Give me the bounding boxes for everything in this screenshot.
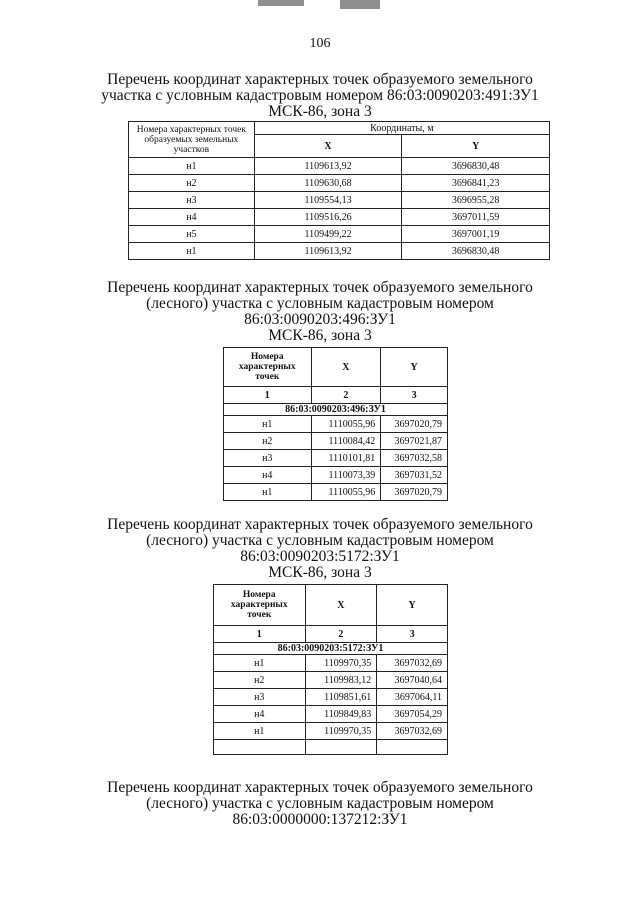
section-4-heading <box>0 780 640 828</box>
header-y: Y <box>381 348 448 387</box>
table-row <box>214 672 448 689</box>
y-cell: 3696830,48 <box>402 158 550 175</box>
table-row <box>129 226 550 243</box>
heading-line: (лесного) участка с условным кадастровым номером <box>146 795 494 812</box>
x-cell: 1109851,61 <box>305 689 377 706</box>
heading-line: участка с условным кадастровым номером 86:03:0090203:491:ЗУ1 <box>101 87 539 104</box>
point-cell: н1 <box>214 655 306 672</box>
index-cell: 2 <box>311 387 381 404</box>
table-row <box>224 433 448 450</box>
point-cell: н1 <box>129 158 255 175</box>
y-cell: 3697054,29 <box>377 706 448 723</box>
heading-line: Перечень координат характерных точек образуемого земельного <box>107 279 533 296</box>
table-row <box>129 192 550 209</box>
x-cell: 1110055,96 <box>311 416 381 433</box>
point-cell: н3 <box>214 689 306 706</box>
header-y: Y <box>402 135 550 158</box>
table-row <box>129 243 550 260</box>
heading-line: Перечень координат характерных точек образуемого земельного <box>107 779 533 796</box>
heading-line: МСК-86, зона 3 <box>268 564 372 581</box>
y-cell: 3697064,11 <box>377 689 448 706</box>
table-row <box>129 209 550 226</box>
heading-line: Перечень координат характерных точек образуемого земельного <box>107 516 533 533</box>
heading-line: 86:03:0090203:5172:ЗУ1 <box>240 548 400 565</box>
heading-line: МСК-86, зона 3 <box>268 327 372 344</box>
x-cell: 1110055,96 <box>311 484 381 501</box>
index-cell: 1 <box>224 387 312 404</box>
x-cell: 1109613,92 <box>254 158 402 175</box>
table-row <box>224 484 448 501</box>
x-cell: 1109630,68 <box>254 175 402 192</box>
heading-line: МСК-86, зона 3 <box>268 103 372 120</box>
header-x: X <box>254 135 402 158</box>
table-row <box>129 158 550 175</box>
x-cell: 1109613,92 <box>254 243 402 260</box>
point-cell: н3 <box>224 450 312 467</box>
point-cell: н4 <box>129 209 255 226</box>
table-2-body <box>224 416 448 501</box>
y-cell: 3697020,79 <box>381 416 448 433</box>
x-cell: 1110101,81 <box>311 450 381 467</box>
scan-artifact-left <box>258 0 304 6</box>
point-cell: н4 <box>214 706 306 723</box>
table-1-body <box>129 158 550 260</box>
empty-cell <box>214 740 306 755</box>
x-cell: 1109499,22 <box>254 226 402 243</box>
y-cell: 3697001,19 <box>402 226 550 243</box>
header-y: Y <box>377 585 448 626</box>
x-cell: 1109554,13 <box>254 192 402 209</box>
index-cell: 3 <box>377 626 448 643</box>
point-cell: н3 <box>129 192 255 209</box>
header-point-numbers: Номера характерных точек <box>214 585 306 626</box>
scan-artifact-right <box>340 0 380 9</box>
coordinates-table-2 <box>223 347 448 501</box>
table-row <box>224 450 448 467</box>
index-cell: 2 <box>305 626 377 643</box>
x-cell: 1109516,26 <box>254 209 402 226</box>
empty-cell <box>305 740 377 755</box>
y-cell: 3697032,58 <box>381 450 448 467</box>
table-row <box>224 416 448 433</box>
section-2-heading <box>0 280 640 344</box>
point-cell: н4 <box>224 467 312 484</box>
heading-line: (лесного) участка с условным кадастровым номером <box>146 532 494 549</box>
heading-line: 86:03:0090203:496:ЗУ1 <box>244 311 396 328</box>
x-cell: 1110084,42 <box>311 433 381 450</box>
point-cell: н5 <box>129 226 255 243</box>
x-cell: 1109849,83 <box>305 706 377 723</box>
table-subheader: 86:03:0090203:496:ЗУ1 <box>224 404 448 416</box>
table-subheader: 86:03:0090203:5172:ЗУ1 <box>214 643 448 655</box>
header-x: X <box>305 585 377 626</box>
table-row <box>214 723 448 740</box>
index-cell: 3 <box>381 387 448 404</box>
point-cell: н2 <box>129 175 255 192</box>
point-cell: н2 <box>214 672 306 689</box>
page-number: 106 <box>309 36 331 51</box>
table-3-body <box>214 655 448 755</box>
heading-line: Перечень координат характерных точек образуемого земельного <box>107 71 533 88</box>
y-cell: 3697032,69 <box>377 723 448 740</box>
x-cell: 1109970,35 <box>305 655 377 672</box>
coordinates-table-1 <box>128 121 550 260</box>
y-cell: 3697031,52 <box>381 467 448 484</box>
table-row-empty <box>214 740 448 755</box>
header-x: X <box>311 348 381 387</box>
header-point-numbers: Номера характерных точек <box>224 348 312 387</box>
point-cell: н2 <box>224 433 312 450</box>
section-3-heading <box>0 517 640 581</box>
index-cell: 1 <box>214 626 306 643</box>
point-cell: н1 <box>214 723 306 740</box>
point-cell: н1 <box>224 416 312 433</box>
y-cell: 3697021,87 <box>381 433 448 450</box>
point-cell: н1 <box>129 243 255 260</box>
table-row <box>129 175 550 192</box>
header-point-numbers: Номера характерных точек образуемых земельных участков <box>129 122 255 158</box>
x-cell: 1110073,39 <box>311 467 381 484</box>
y-cell: 3697011,59 <box>402 209 550 226</box>
x-cell: 1109983,12 <box>305 672 377 689</box>
empty-cell <box>377 740 448 755</box>
table-row <box>214 706 448 723</box>
y-cell: 3697032,69 <box>377 655 448 672</box>
y-cell: 3696841,23 <box>402 175 550 192</box>
x-cell: 1109970,35 <box>305 723 377 740</box>
table-row <box>224 467 448 484</box>
table-row <box>214 655 448 672</box>
y-cell: 3697020,79 <box>381 484 448 501</box>
y-cell: 3696830,48 <box>402 243 550 260</box>
y-cell: 3697040,64 <box>377 672 448 689</box>
section-1-heading <box>0 72 640 120</box>
y-cell: 3696955,28 <box>402 192 550 209</box>
heading-line: 86:03:0000000:137212:ЗУ1 <box>232 811 408 828</box>
coordinates-table-3 <box>213 584 448 755</box>
header-coordinates: Координаты, м <box>254 122 549 135</box>
point-cell: н1 <box>224 484 312 501</box>
table-row <box>214 689 448 706</box>
heading-line: (лесного) участка с условным кадастровым номером <box>146 295 494 312</box>
